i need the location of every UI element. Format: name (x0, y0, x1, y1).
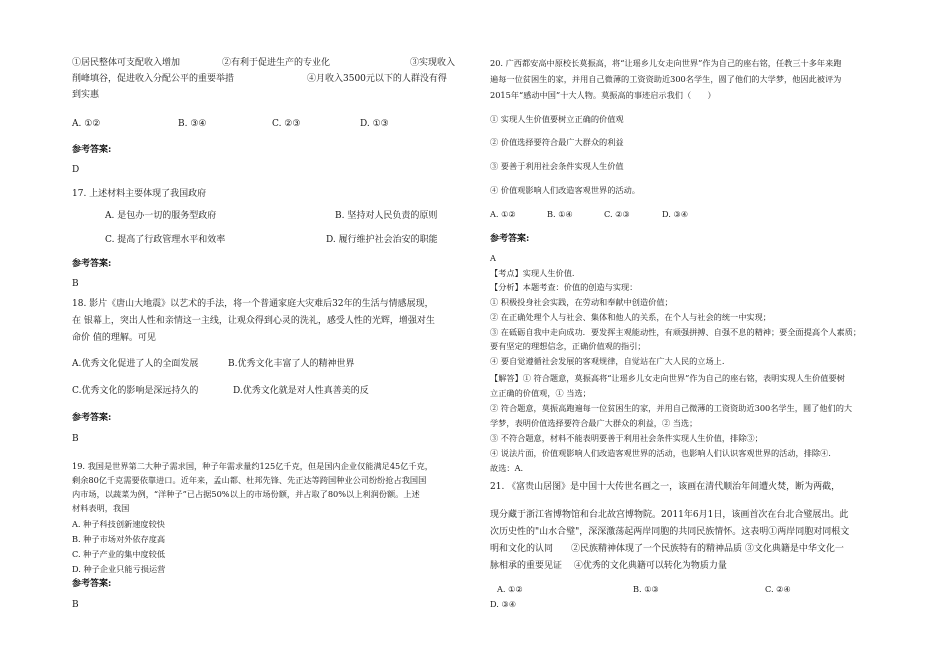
q20-solution-3: ② 符合题意，莫振高跑遍每一位贫困生的家，并用自己微薄的工资资助近300名学生，圆了他们的大 (490, 403, 853, 413)
q21-choice-a: A. ①② (497, 584, 523, 594)
q20-analysis-4: ④ 要自觉遵循社会发展的客观规律，自觉站在广大人民的立场上. (490, 356, 725, 366)
q20-analysis-2: ② 在正确处理个人与社会、集体和他人的关系，在个人与社会的统一中实现； (490, 312, 771, 322)
q19-option-b: B. 种子市场对外依存度高 (72, 534, 166, 544)
q20-stem-line-3: 2015年“感动中国”十大人物。莫振高的事迹启示我们（ ） (490, 90, 716, 100)
q20-solution-7: 故选：A. (490, 463, 524, 473)
q21-stem-line-1: 21. 《富贵山居图》是中国十大传世名画之一，该画在清代顺治年间遭火焚，断为两截， (490, 482, 841, 492)
q19-stem-line-1: 19. 我国是世界第二大种子需求国，种子年需求量约125亿千克，但是国内企业仅能满足45亿千克， (72, 461, 433, 471)
q18-stem-line-1: 18. 影片《唐山大地震》以艺术的手法，将一个普通家庭大灾难后32年的生活与情感展现， (72, 299, 434, 309)
q19-stem-line-2: 剩余80亿千克需要依靠进口。近年来，孟山都、杜邦先锋、先正达等跨国种业公司纷纷抢占我国国 (72, 475, 427, 485)
q17-option-c: C. 提高了行政管理水平和效率 (105, 235, 226, 245)
q16-option-3-cont: 削峰填谷，促进收入分配公平的重要举措 (72, 74, 235, 84)
q21-choice-c: C. ②④ (765, 584, 791, 594)
q16-choice-c: C. ②③ (272, 119, 301, 129)
q18-option-d: D.优秀文化就是对人性真善美的反 (233, 386, 369, 396)
q20-solution-1: 【解答】① 符合题意，莫振高将“让瑶乡儿女走向世界”作为自己的座右铭，表明实现人生价值要树 (490, 373, 845, 383)
q16-option-3: ③实现收入 (410, 58, 456, 68)
q20-statement-3: ③ 要善于利用社会条件实现人生价值 (490, 161, 624, 171)
q21-stem-line-4: 明和文化的认同 ②民族精神体现了一个民族特有的精神品质 ③文化典籍是中华文化一 (490, 544, 844, 554)
q16-choice-a: A. ①② (72, 119, 101, 129)
q18-option-b: B.优秀文化丰富了人的精神世界 (228, 359, 355, 369)
q18-stem-line-2: 在 银幕上，突出人性和亲情这一主线，让观众得到心灵的洗礼，感受人性的光辉，增强对生 (72, 316, 435, 326)
q21-stem-line-5: 脉相承的重要见证 ④优秀的文化典籍可以转化为物质力量 (490, 561, 727, 571)
q20-stem-line-2: 遍每一位贫困生的家，并用自己微薄的工资资助近300名学生，圆了他们的大学梦，他因此被评为 (490, 74, 842, 84)
q19-stem-line-4: 材料表明，我国 (72, 503, 130, 513)
q20-choice-a: A. ①② (490, 209, 516, 219)
q19-option-d: D. 种子企业只能亏损运营 (72, 564, 166, 574)
q20-solution-5: ③ 不符合题意，材料不能表明要善于利用社会条件实现人生价值，排除③； (490, 433, 763, 443)
q16-option-1: ①居民整体可支配收入增加 (72, 58, 181, 68)
q19-answer: B (72, 600, 79, 610)
q19-option-a: A. 种子科技创新速度较快 (72, 519, 165, 529)
q18-stem-line-3: 命价 值的理解。可见 (72, 333, 156, 343)
q17-option-d: D. 履行维护社会治安的职能 (326, 235, 438, 245)
q20-choice-c: C. ②③ (604, 209, 630, 219)
q17-answer: B (72, 279, 79, 289)
q19-stem-line-3: 内市场，以蔬菜为例，“洋种子”已占据50%以上的市场份额，并占取了80%以上利润份额。上述 (72, 489, 420, 499)
q20-analysis-heading: 【分析】本题考查：价值的创造与实现： (490, 282, 638, 292)
q20-statement-2: ② 价值选择要符合最广大群众的利益 (490, 137, 624, 147)
q20-choice-b: B. ①④ (547, 209, 573, 219)
q19-option-c: C. 种子产业的集中度较低 (72, 549, 166, 559)
q17-option-a: A. 是包办一切的服务型政府 (105, 211, 217, 221)
q16-option-4-cont: 到实惠 (72, 90, 100, 100)
q16-choice-b: B. ③④ (178, 119, 207, 129)
q20-analysis-3: ③ 在砥砺自我中走向成功．要发挥主观能动性，有顽强拼搏、自强不息的精神；要全面提高个人素质； (490, 327, 862, 337)
q20-statement-4: ④ 价值观影响人们改造客观世界的活动。 (490, 185, 640, 195)
q20-analysis-1: ① 积极投身社会实践，在劳动和奉献中创造价值； (490, 297, 673, 307)
q21-stem-line-3: 次历史性的"山水合璧"，深深激荡起两岸同胞的共同民族情怀。这表明①两岸同胞对同根文 (490, 527, 850, 537)
q16-answer: D (72, 165, 80, 175)
q17-answer-heading: 参考答案: (72, 259, 112, 269)
q20-choice-d: D. ③④ (662, 209, 689, 219)
q20-solution-2: 立正确的价值观，① 当选； (490, 388, 591, 398)
q21-choice-b: B. ①③ (633, 584, 659, 594)
q16-answer-heading: 参考答案: (72, 145, 112, 155)
q18-option-a: A.优秀文化促进了人的全面发展 (72, 359, 199, 369)
q17-stem: 17. 上述材料主要体现了我国政府 (72, 189, 207, 199)
q20-stem-line-1: 20. 广西都安高中原校长莫振高，将“让瑶乡儿女走向世界”作为自己的座右铭，任教三十多年来跑 (490, 58, 842, 68)
q18-answer: B (72, 434, 79, 444)
q18-option-c: C.优秀文化的影响是深远持久的 (72, 386, 199, 396)
q18-answer-heading: 参考答案: (72, 413, 112, 423)
q20-answer: A (490, 253, 496, 263)
q20-answer-heading: 参考答案: (490, 234, 530, 244)
q20-knowledge-point: 【考点】实现人生价值. (490, 268, 575, 278)
q17-option-b: B. 坚持对人民负责的原则 (335, 211, 438, 221)
q19-answer-heading: 参考答案: (72, 579, 112, 589)
q16-choice-d: D. ①③ (360, 119, 389, 129)
q20-analysis-3-cont: 要有坚定的理想信念，正确价值观的指引； (490, 341, 646, 351)
q16-option-2: ②有利于促进生产的专业化 (222, 58, 331, 68)
q16-option-4: ④月收入3500元以下的人群没有得 (307, 74, 447, 84)
q20-solution-6: ④ 说法片面，价值观影响人们改造客观世界的活动，也影响人们认识客观世界的活动，排除④. (490, 448, 831, 458)
q20-solution-4: 学梦，表明价值选择要符合最广大群众的利益，② 当选； (490, 418, 698, 428)
q21-stem-line-2: 现分藏于浙江省博物馆和台北故宫博物院。2011年6月1日，该画首次在台北合璧展出。此 (490, 510, 849, 520)
q20-statement-1: ① 实现人生价值要树立正确的价值观 (490, 114, 624, 124)
q21-choice-d: D. ③④ (490, 599, 517, 609)
